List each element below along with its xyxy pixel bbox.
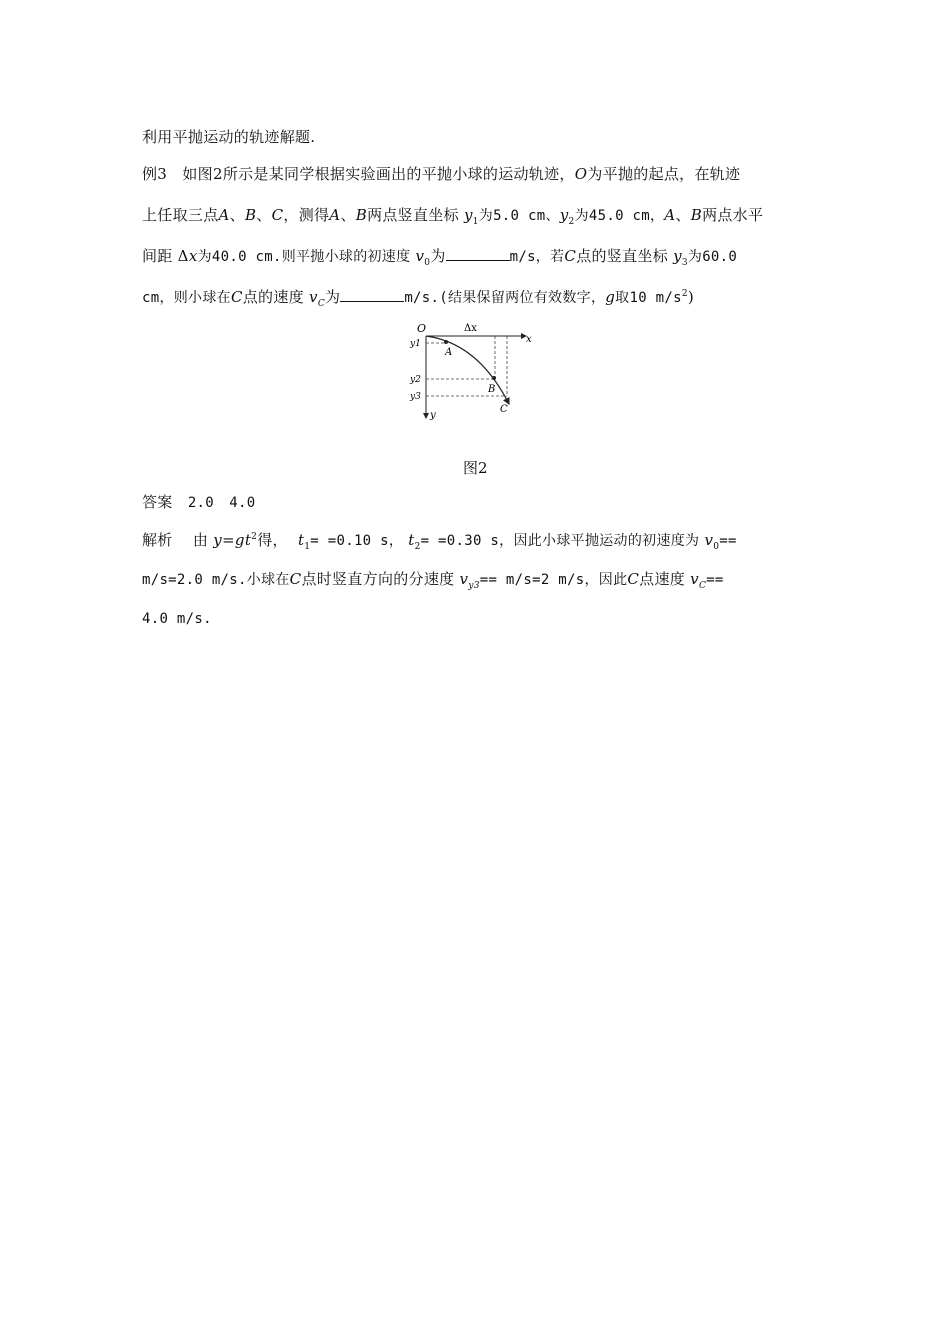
example-line-4: cm，则小球在C点的速度 $v_C$为 m/s.(结果保留两位有效数字，g取10 $m/s^2$): [142, 288, 695, 309]
analysis-line-2: m/s=2.0 m/s.小球在C点时竖直方向的分速度 $v_{y3}== m/s=2$ m/s，因此C点速度 $v_C==$: [142, 570, 724, 591]
answer-blank-2[interactable]: [340, 287, 404, 302]
label-C: C: [500, 404, 508, 415]
example-line-3: 间距 Δx为40.0 cm.则平抛小球的初速度 $v_0$为 m/s，若C点的竖直坐标 $y_3$为60.0: [142, 247, 738, 268]
label-y3: y3: [410, 392, 421, 402]
answer-label: 答案: [142, 493, 173, 511]
label-B: B: [488, 384, 496, 395]
figure-caption: 图2: [463, 459, 488, 477]
answer-blank-1[interactable]: [446, 246, 510, 261]
point-B: [492, 376, 496, 380]
trajectory-figure: [408, 318, 548, 422]
intro-text: 利用平抛运动的轨迹解题.: [142, 128, 316, 146]
label-y2: y2: [410, 375, 421, 385]
label-dx: Δx: [464, 323, 477, 334]
label-O: O: [417, 322, 427, 335]
analysis-line-3: 4.0 m/s.: [142, 611, 212, 627]
analysis-line-1: 解析 由 $y=gt^2$得， $t_1= =0.10$ s， $t_2= =0.30$ s，因此小球平抛运动的初速度为 $v_0==$: [142, 531, 737, 552]
label-y1: y1: [410, 339, 421, 349]
example-line-2: 上任取三点A、B、C，测得A、B两点竖直坐标 $y_1$为5.0 cm、$y_2$为45.0 cm，A、B两点水平: [142, 206, 764, 227]
answer-line: 答案 2.0 4.0: [142, 493, 256, 511]
point-A: [444, 340, 448, 344]
example-label: 例3: [142, 165, 168, 183]
trajectory-curve: [426, 336, 509, 404]
label-y: y: [430, 410, 436, 421]
example-line-1: 例3 如图2所示是某同学根据实验画出的平抛小球的运动轨迹，O为平抛的起点，在轨迹: [142, 165, 741, 183]
label-A: A: [445, 347, 453, 358]
analysis-label: 解析: [142, 531, 173, 549]
label-x: x: [526, 334, 532, 345]
